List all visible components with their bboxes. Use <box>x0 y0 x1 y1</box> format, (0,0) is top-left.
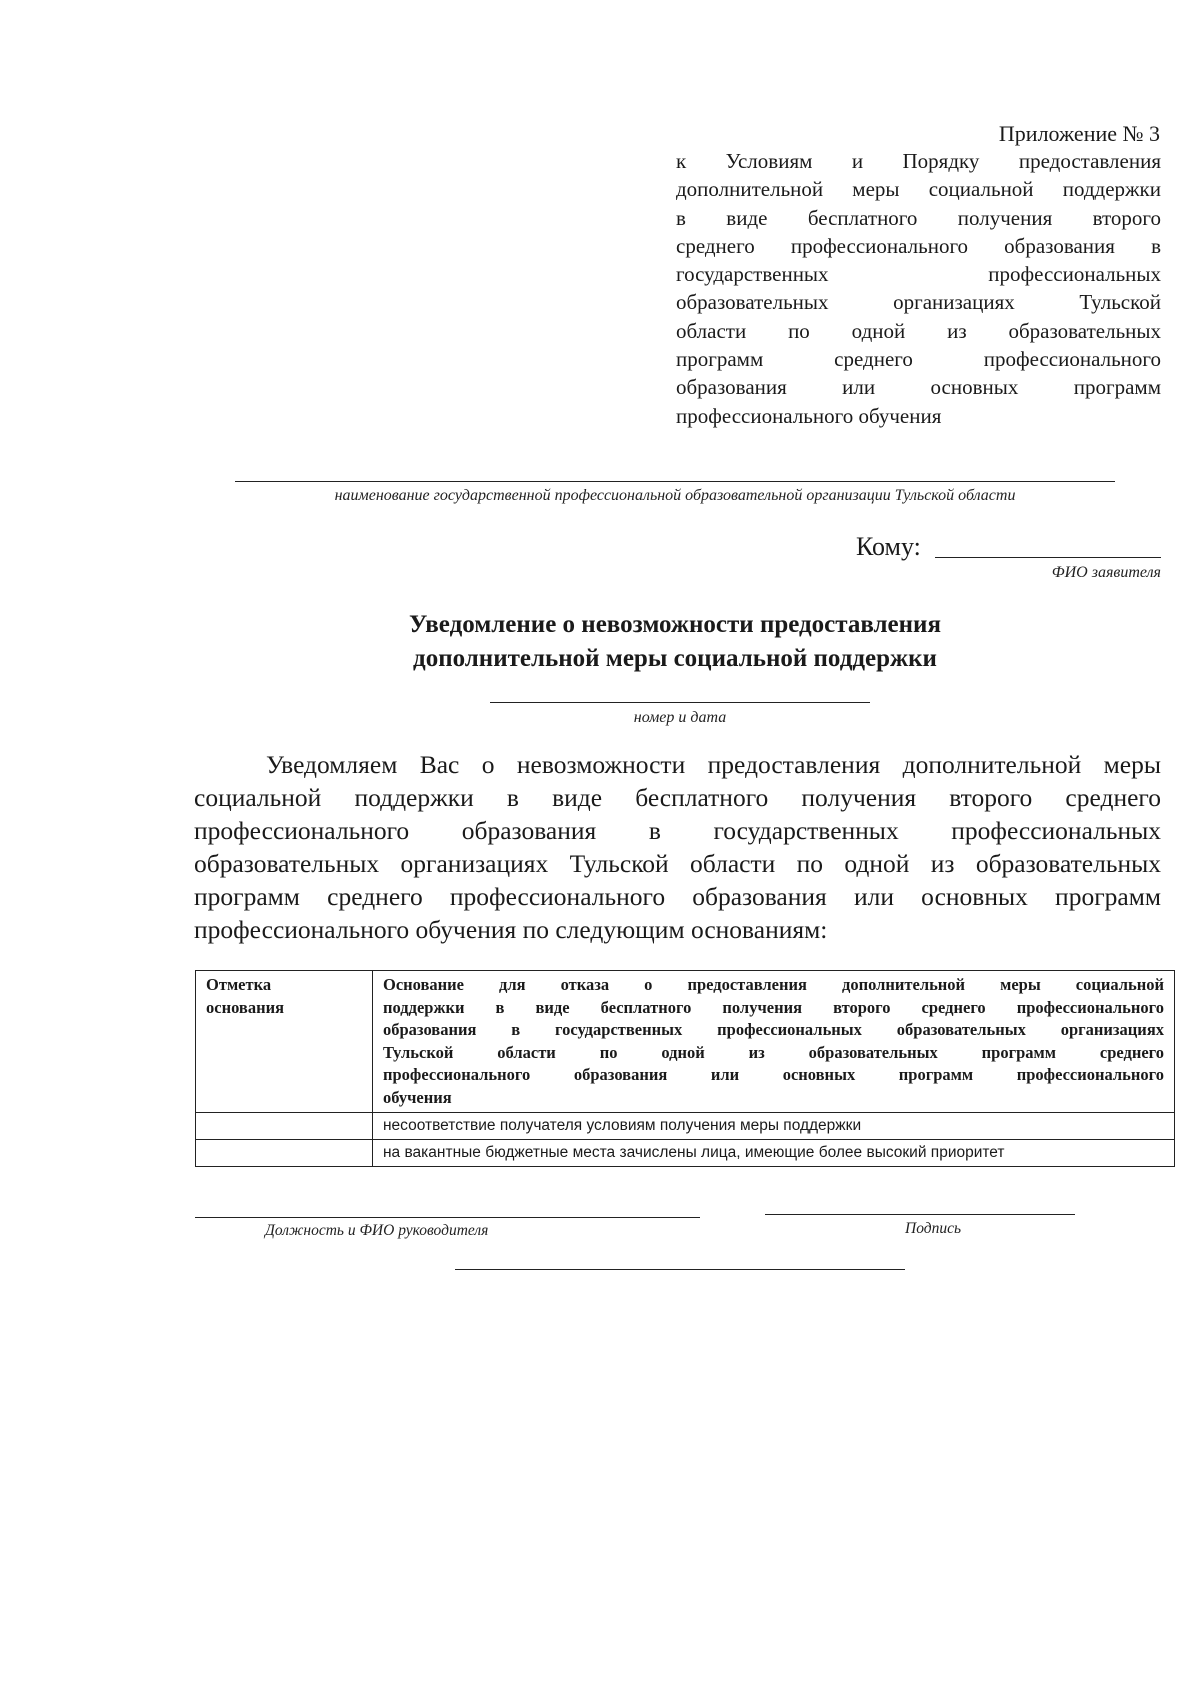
bottom-line <box>455 1269 905 1270</box>
paragraph-line: социальной поддержки в виде бесплатного получения второго среднего <box>194 783 1161 812</box>
appendix-line: среднего профессионального образования в <box>676 233 1161 258</box>
heading-line-2: дополнительной меры социальной поддержки <box>413 645 937 672</box>
header-reason-line: образования в государственных профессиональных образовательных организациях <box>383 1020 1164 1039</box>
header-mark-cell <box>196 971 373 1113</box>
table-header-row <box>196 971 1175 1113</box>
appendix-line: в виде бесплатного получения второго <box>676 205 1161 230</box>
organization-name-line[interactable] <box>235 481 1115 482</box>
recipient-label: Кому: <box>856 532 921 561</box>
appendix-line: к Условиям и Порядку предоставления <box>676 149 1161 173</box>
appendix-title: Приложение № 3 <box>998 121 1160 146</box>
appendix-line: профессионального обучения <box>676 403 942 428</box>
header-mark-line: Отметка <box>206 975 272 994</box>
refusal-reasons-table <box>195 970 1175 1167</box>
header-reason-line: обучения <box>383 1087 452 1107</box>
header-reason-line: поддержки в виде бесплатного получения второго среднего профессионального <box>383 997 1164 1017</box>
document-heading <box>200 608 1150 676</box>
number-date-caption: номер и дата <box>633 709 727 726</box>
header-reason-line: Тульской области по одной из образовательных программ среднего <box>383 1042 1164 1062</box>
mark-cell[interactable] <box>196 1140 373 1167</box>
recipient-caption: ФИО заявителя <box>1051 564 1161 581</box>
mark-cell[interactable] <box>196 1113 373 1140</box>
number-date-line[interactable] <box>490 702 870 703</box>
appendix-line: области по одной из образовательных <box>676 318 1161 343</box>
appendix-line: образовательных организациях Тульской <box>676 290 1161 315</box>
header-reason-line: профессионального образования или основных программ профессионального <box>383 1065 1164 1084</box>
organization-caption: наименование государственной профессиональной образовательной организации Тульской области <box>334 487 1016 504</box>
header-reason-line: Основание для отказа о предоставления дополнительной меры социальной <box>383 975 1164 994</box>
appendix-line: государственных профессиональных <box>676 262 1161 287</box>
paragraph-line: Уведомляем Вас о невозможности предоставления дополнительной меры <box>266 750 1161 779</box>
paragraph-line: программ среднего профессионального образования или основных программ <box>194 882 1161 911</box>
heading-line-1: Уведомление о невозможности предоставления <box>409 611 941 638</box>
table-row <box>196 1113 1175 1140</box>
header-mark-line: основания <box>206 997 285 1017</box>
paragraph-line: образовательных организациях Тульской области по одной из образовательных <box>194 849 1161 878</box>
reason-cell: на вакантные бюджетные места зачислены лица, имеющие более высокий приоритет <box>373 1140 1175 1167</box>
notification-paragraph <box>194 748 1161 946</box>
reason-cell: несоответствие получателя условиям получения меры поддержки <box>373 1113 1175 1140</box>
paragraph-line: профессионального обучения по следующим основаниям: <box>194 915 828 944</box>
appendix-line: дополнительной меры социальной поддержки <box>676 177 1161 202</box>
signature-line[interactable] <box>765 1214 1075 1215</box>
appendix-line: образования или основных программ <box>676 375 1161 400</box>
header-reason-cell <box>373 971 1175 1113</box>
paragraph-line: профессионального образования в государственных профессиональных <box>194 816 1161 845</box>
signature-caption: Подпись <box>905 1220 962 1237</box>
position-name-line[interactable] <box>195 1217 700 1218</box>
recipient-name-line[interactable] <box>935 557 1161 558</box>
position-caption: Должность и ФИО руководителя <box>265 1222 489 1239</box>
appendix-body <box>676 147 1161 430</box>
appendix-line: программ среднего профессионального <box>676 347 1161 372</box>
table-row <box>196 1140 1175 1167</box>
